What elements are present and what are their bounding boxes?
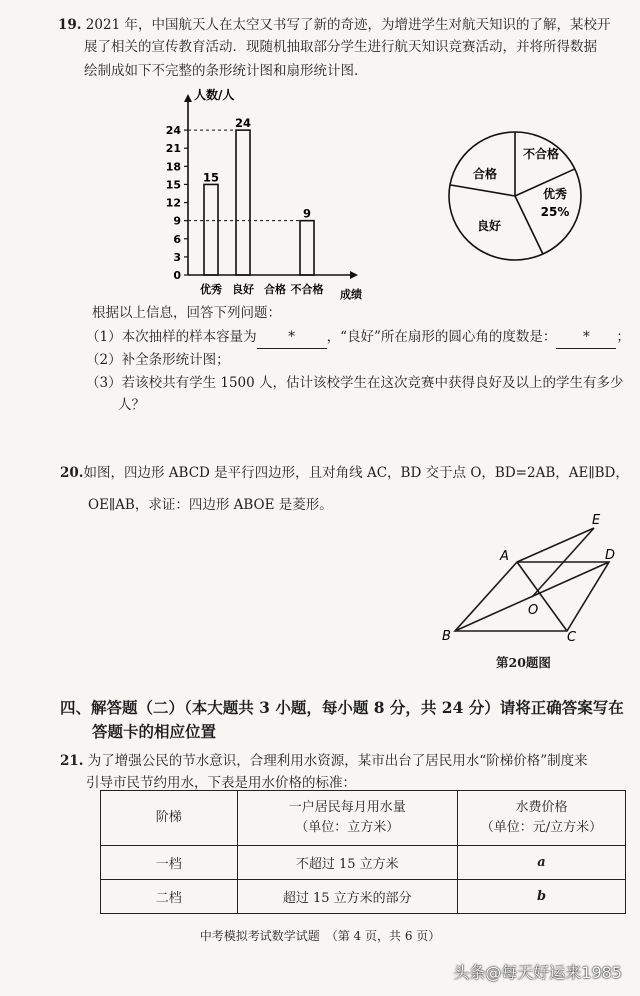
table-cell: b (458, 880, 626, 914)
q20-number: 20. (60, 465, 84, 481)
bar (204, 184, 218, 275)
q19-sub1-end: ； (616, 329, 630, 345)
bar (236, 130, 250, 275)
point-b-label: B (442, 629, 451, 644)
table-header-tier (101, 791, 238, 846)
q20-line1 (60, 462, 629, 484)
header-usage-unit: （单位：立方米） (295, 820, 400, 835)
header-usage-text: 一户居民每月用水量 (288, 800, 406, 815)
q19-intro: 根据以上信息，回答下列问题： (92, 305, 281, 321)
point-o-label: O (528, 603, 539, 618)
y-tick-label: 15 (165, 178, 181, 192)
table-row (101, 880, 626, 914)
table-cell: 不超过 15 立方米 (237, 846, 458, 880)
y-tick-label: 18 (165, 160, 181, 174)
point-d-label: D (605, 548, 616, 563)
q20-caption: 第20题图 (496, 655, 551, 670)
point-c-label: C (567, 630, 577, 644)
y-tick-label: 12 (165, 196, 181, 210)
q19-sub1 (86, 326, 630, 349)
bar-data-label: 24 (234, 116, 252, 131)
watermark: 头条@每天好运来1985 (453, 963, 622, 982)
x-tick-label: 合格 (264, 283, 286, 296)
q19-number: 19. (58, 17, 82, 33)
y-tick-label: 21 (165, 142, 181, 156)
page-footer: 中考模拟考试数学试题 （第 4 页，共 6 页） (199, 929, 441, 943)
q19-line1 (58, 14, 610, 36)
segment-ae (517, 528, 594, 562)
q19-line2: 展了相关的宣传教育活动．现随机抽取部分学生进行航天知识竞赛活动，并将所得数据 (84, 39, 597, 55)
q20-figure (440, 508, 620, 644)
y-tick-label: 3 (173, 250, 181, 264)
q19-sub3-line1: （3）若该校共有学生 1500 人，估计该校学生在这次竞赛中获得良好及以上的学生有多少 (86, 375, 624, 391)
q19-sub2: （2）补全条形统计图； (86, 352, 230, 368)
x-axis-arrow-icon (350, 271, 358, 279)
bar-chart (150, 82, 380, 304)
q21-line1 (60, 750, 588, 772)
pie-slice-label: 不合格 (522, 147, 560, 161)
y-tick-label: 24 (165, 124, 181, 138)
header-price-unit: （单位：元/立方米） (480, 820, 603, 835)
table-header-price (458, 791, 626, 846)
pie-slice-boundary (515, 196, 543, 254)
x-tick-label: 优秀 (200, 283, 222, 296)
q19-line3: 绘制成如下不完整的条形统计图和扇形统计图. (84, 63, 359, 79)
point-e-label: E (592, 513, 601, 528)
q19-sub1-blank2: * (556, 326, 616, 349)
table-cell: 一档 (101, 846, 238, 880)
pie-chart (420, 128, 610, 264)
q19-sub1-text-b: ，“良好”所在扇形的圆心角的度数是： (326, 329, 557, 345)
bar (300, 221, 314, 275)
pie-slice-label: 良好 (476, 219, 502, 233)
header-price-text: 水费价格 (515, 800, 568, 815)
table-cell: 超过 15 立方米的部分 (237, 880, 458, 914)
table-cell: 二档 (101, 880, 238, 914)
table-row (101, 846, 626, 880)
bar-data-label: 15 (202, 170, 220, 185)
q19-line1-text: 2021 年，中国航天人在太空又书写了新的奇迹，为增进学生对航天知识的了解，某校开 (85, 17, 611, 33)
bar-chart-ylabel: 人数/人 (194, 88, 235, 102)
diagonal-ac (517, 562, 567, 631)
section4-title-line1: 四、解答题（二）（本大题共 3 小题，每小题 8 分，共 24 分）请将正确答案写在 (60, 698, 624, 717)
pie-slice-boundary (450, 185, 515, 196)
y-tick-label: 6 (173, 232, 181, 246)
table-cell: a (458, 846, 626, 880)
header-tier-text: 阶梯 (155, 810, 182, 825)
q20-line1-text: 如图，四边形 ABCD 是平行四边形，且对角线 AC，BD 交于点 O，BD=2AB，AE∥BD， (83, 465, 629, 481)
bar-chart-xlabel: 成绩 (340, 288, 362, 301)
q21-number: 21. (60, 753, 84, 769)
q19-sub1-blank1: * (257, 326, 327, 349)
water-price-table (100, 790, 626, 914)
bar-data-label: 9 (302, 206, 312, 221)
pie-slice-label: 优秀 (542, 187, 568, 201)
q20-line2: OE∥AB，求证：四边形 ABOE 是菱形。 (88, 497, 333, 513)
y-tick-label: 0 (173, 269, 181, 282)
point-a-label: A (500, 549, 509, 564)
table-header-row (101, 791, 626, 846)
q21-line2: 引导市民节约用水，下表是用水价格的标准： (86, 775, 356, 791)
pie-slice-label: 合格 (472, 167, 498, 181)
y-tick-label: 9 (173, 214, 181, 228)
y-axis-arrow-icon (184, 94, 192, 102)
x-tick-label: 不合格 (290, 283, 324, 296)
q21-line1-text: 为了增强公民的节水意识，合理利用水资源，某市出台了居民用水“阶梯价格”制度来 (87, 753, 588, 769)
q19-sub3-line2: 人？ (118, 397, 145, 413)
table-header-usage (237, 791, 458, 846)
pie-slice-label: 25% (540, 205, 570, 219)
section4-title-line2: 答题卡的相应位置 (92, 722, 217, 741)
x-tick-label: 良好 (232, 283, 254, 296)
q19-sub1-text-a: （1）本次抽样的样本容量为 (86, 329, 257, 345)
